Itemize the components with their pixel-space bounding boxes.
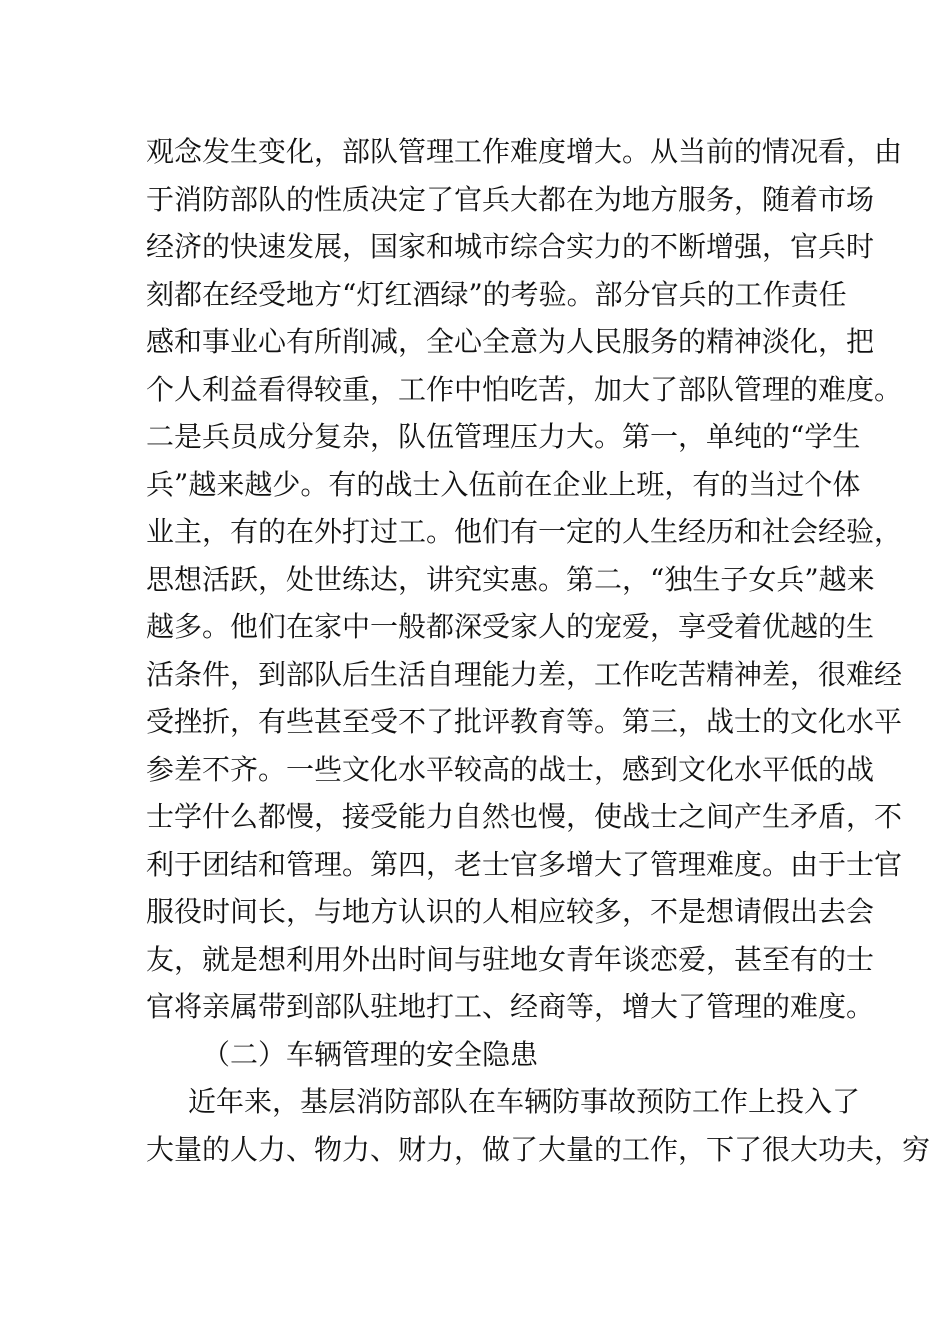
body-line: 大量的人力、物力、财力，做了大量的工作，下了很大功夫，穷 [146, 1132, 931, 1166]
body-line: 官将亲属带到部队驻地打工、经商等，增大了管理的难度。 [146, 990, 875, 1023]
body-line: 利于团结和管理。第四，老士官多增大了管理难度。由于士官 [146, 847, 903, 881]
body-line: 活条件，到部队后生活自理能力差，工作吃苦精神差，很难经 [146, 657, 903, 691]
body-line: 二是兵员成分复杂，队伍管理压力大。第一，单纯的“学生 [146, 420, 861, 453]
body-line: 近年来，基层消防部队在车辆防事故预防工作上投入了 [188, 1085, 861, 1118]
body-line: 于消防部队的性质决定了官兵大都在为地方服务，随着市场 [146, 182, 875, 216]
body-line: 思想活跃，处世练达，讲究实惠。第二，“独生子女兵”越来 [146, 562, 875, 596]
body-line: 刻都在经受地方“灯红酒绿”的考验。部分官兵的工作责任 [146, 277, 847, 311]
section-heading: （二）车辆管理的安全隐患 [202, 1037, 539, 1071]
body-line: 士学什么都慢，接受能力自然也慢，使战士之间产生矛盾，不 [146, 800, 903, 833]
body-line: 感和事业心有所削减，全心全意为人民服务的精神淡化，把 [146, 325, 875, 358]
body-line: 受挫折，有些甚至受不了批评教育等。第三，战士的文化水平 [146, 705, 903, 738]
body-line: 个人利益看得较重，工作中怕吃苦，加大了部队管理的难度。 [146, 372, 903, 406]
body-line: 观念发生变化，部队管理工作难度增大。从当前的情况看，由 [146, 135, 903, 168]
body-line: 越多。他们在家中一般都深受家人的宠爱，享受着优越的生 [146, 610, 875, 643]
body-line: 业主，有的在外打过工。他们有一定的人生经历和社会经验， [146, 515, 903, 548]
body-line: 参差不齐。一些文化水平较高的战士，感到文化水平低的战 [146, 752, 875, 786]
body-line: 兵”越来越少。有的战士入伍前在企业上班，有的当过个体 [146, 467, 861, 501]
body-line: 经济的快速发展，国家和城市综合实力的不断增强，官兵时 [146, 230, 875, 263]
body-line: 服役时间长，与地方认识的人相应较多，不是想请假出去会 [146, 895, 875, 928]
document-body [146, 128, 931, 1173]
body-line: 友，就是想利用外出时间与驻地女青年谈恋爱，甚至有的士 [146, 942, 875, 976]
